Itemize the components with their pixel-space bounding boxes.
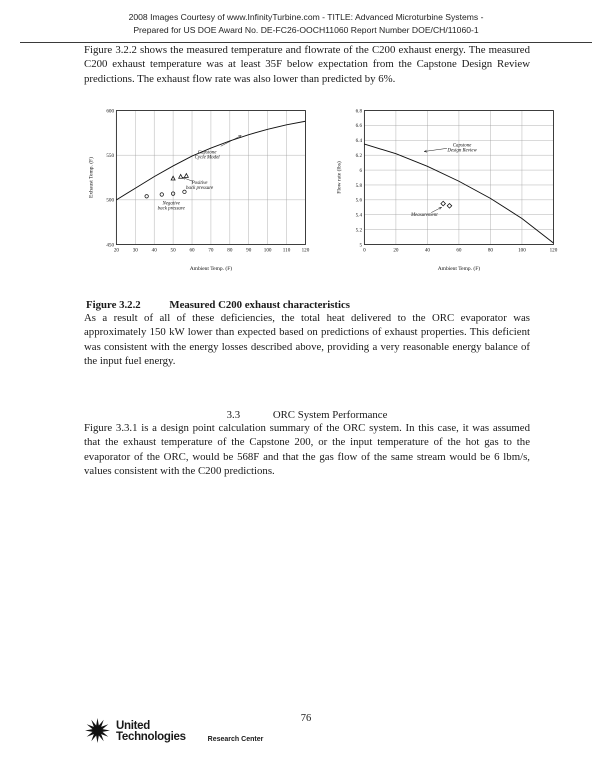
svg-text:60: 60 [189, 247, 195, 254]
svg-text:80: 80 [227, 247, 233, 254]
svg-text:Ambient Temp. (F): Ambient Temp. (F) [189, 266, 233, 273]
paragraph-deficiencies: As a result of all of these deficiencies, the total heat delivered to the ORC evaporator was approximately 150 kW lower than expected based on predictions of exhaust properties. This deficient was consistent with the energy losses described above, providing a very reasonable energy balance of the input fuel energy. [84, 311, 530, 368]
svg-text:Design Review: Design Review [447, 148, 477, 154]
brand-line2: Technologies [116, 731, 186, 744]
svg-text:0: 0 [363, 247, 366, 254]
page-header [0, 0, 612, 38]
brand-subtitle: Research Center [207, 736, 264, 743]
page-number: 76 [300, 713, 312, 724]
svg-text:70: 70 [208, 247, 214, 254]
figure-caption [86, 299, 530, 311]
svg-text:60: 60 [456, 247, 462, 254]
svg-text:Measurement: Measurement [410, 213, 438, 219]
svg-text:40: 40 [151, 247, 157, 254]
paragraph-exhaust-summary: Figure 3.2.2 shows the measured temperature and flowrate of the C200 exhaust energy. The measured C200 exhaust temperature was at least 35F below expectation from the Capstone Design Review predictions. The exhaust flow rate was also lower than predicted by 6%. [84, 43, 530, 85]
svg-text:6.8: 6.8 [355, 108, 363, 115]
svg-text:30: 30 [132, 247, 138, 254]
svg-text:40: 40 [424, 247, 430, 254]
exhaust-temp-chart [86, 102, 314, 273]
svg-text:100: 100 [518, 247, 526, 254]
flow-rate-chart [334, 102, 562, 273]
figure-caption-title: Measured C200 exhaust characteristics [169, 298, 351, 311]
svg-text:6.2: 6.2 [355, 152, 363, 159]
united-technologies-logo-icon [84, 717, 111, 744]
header-line2: Prepared for US DOE Award No. DE-FC26-OOCH11060 Report Number DOE/CH/11060-1 [133, 25, 479, 36]
document-body [84, 43, 558, 479]
svg-text:Flow rate (lbs): Flow rate (lbs) [336, 161, 343, 194]
header-line1: 2008 Images Courtesy of www.InfinityTurbine.com - TITLE: Advanced Microturbine Systems - [128, 12, 484, 22]
svg-text:600: 600 [106, 108, 115, 115]
svg-text:6.4: 6.4 [355, 138, 363, 145]
paragraph-orc-design-point: Figure 3.3.1 is a design point calculation summary of the ORC system. In this case, it was assumed that the exhaust temperature of the Capstone 200, or the input temperature of the hot gas to the evaporator of the ORC, would be 568F and that the gas flow of the same stream would be 6 lbm/s, values consistent with the C200 predictions. [84, 421, 530, 478]
svg-text:Positive: Positive [191, 180, 208, 186]
svg-text:6.6: 6.6 [355, 123, 363, 130]
svg-text:Cycle Model: Cycle Model [194, 155, 220, 161]
svg-text:back pressure: back pressure [157, 206, 185, 212]
svg-text:Ambient Temp. (F): Ambient Temp. (F) [437, 266, 481, 273]
svg-text:90: 90 [246, 247, 252, 254]
svg-text:100: 100 [263, 247, 272, 254]
svg-text:550: 550 [106, 152, 115, 159]
section-heading [84, 409, 530, 421]
svg-text:500: 500 [106, 197, 115, 204]
brand-line1: United [116, 719, 150, 732]
svg-text:5: 5 [359, 242, 363, 249]
svg-text:20: 20 [393, 247, 399, 254]
brand-name [116, 721, 186, 744]
svg-text:450: 450 [106, 242, 115, 249]
figure-caption-label: Figure 3.2.2 [86, 298, 141, 311]
section-number: 3.3 [226, 408, 241, 421]
svg-text:120: 120 [549, 247, 558, 254]
svg-text:5.2: 5.2 [355, 227, 363, 234]
svg-text:80: 80 [487, 247, 493, 254]
svg-text:5.8: 5.8 [355, 182, 363, 189]
svg-text:20: 20 [113, 247, 119, 254]
svg-text:back pressure: back pressure [186, 186, 214, 192]
svg-text:50: 50 [170, 247, 176, 254]
footer-brand [84, 717, 263, 744]
section-title: ORC System Performance [272, 408, 388, 421]
svg-text:Exhaust Temp. (F): Exhaust Temp. (F) [88, 157, 95, 198]
svg-text:120: 120 [301, 247, 310, 254]
svg-text:5.4: 5.4 [355, 212, 363, 219]
svg-text:Capstone: Capstone [452, 143, 472, 149]
svg-text:110: 110 [282, 247, 291, 254]
svg-text:5.6: 5.6 [355, 197, 363, 204]
figure-3-2-2-charts [86, 102, 558, 273]
svg-text:6: 6 [359, 167, 363, 174]
svg-text:Negative: Negative [162, 201, 180, 207]
svg-text:Capstone: Capstone [197, 150, 217, 156]
